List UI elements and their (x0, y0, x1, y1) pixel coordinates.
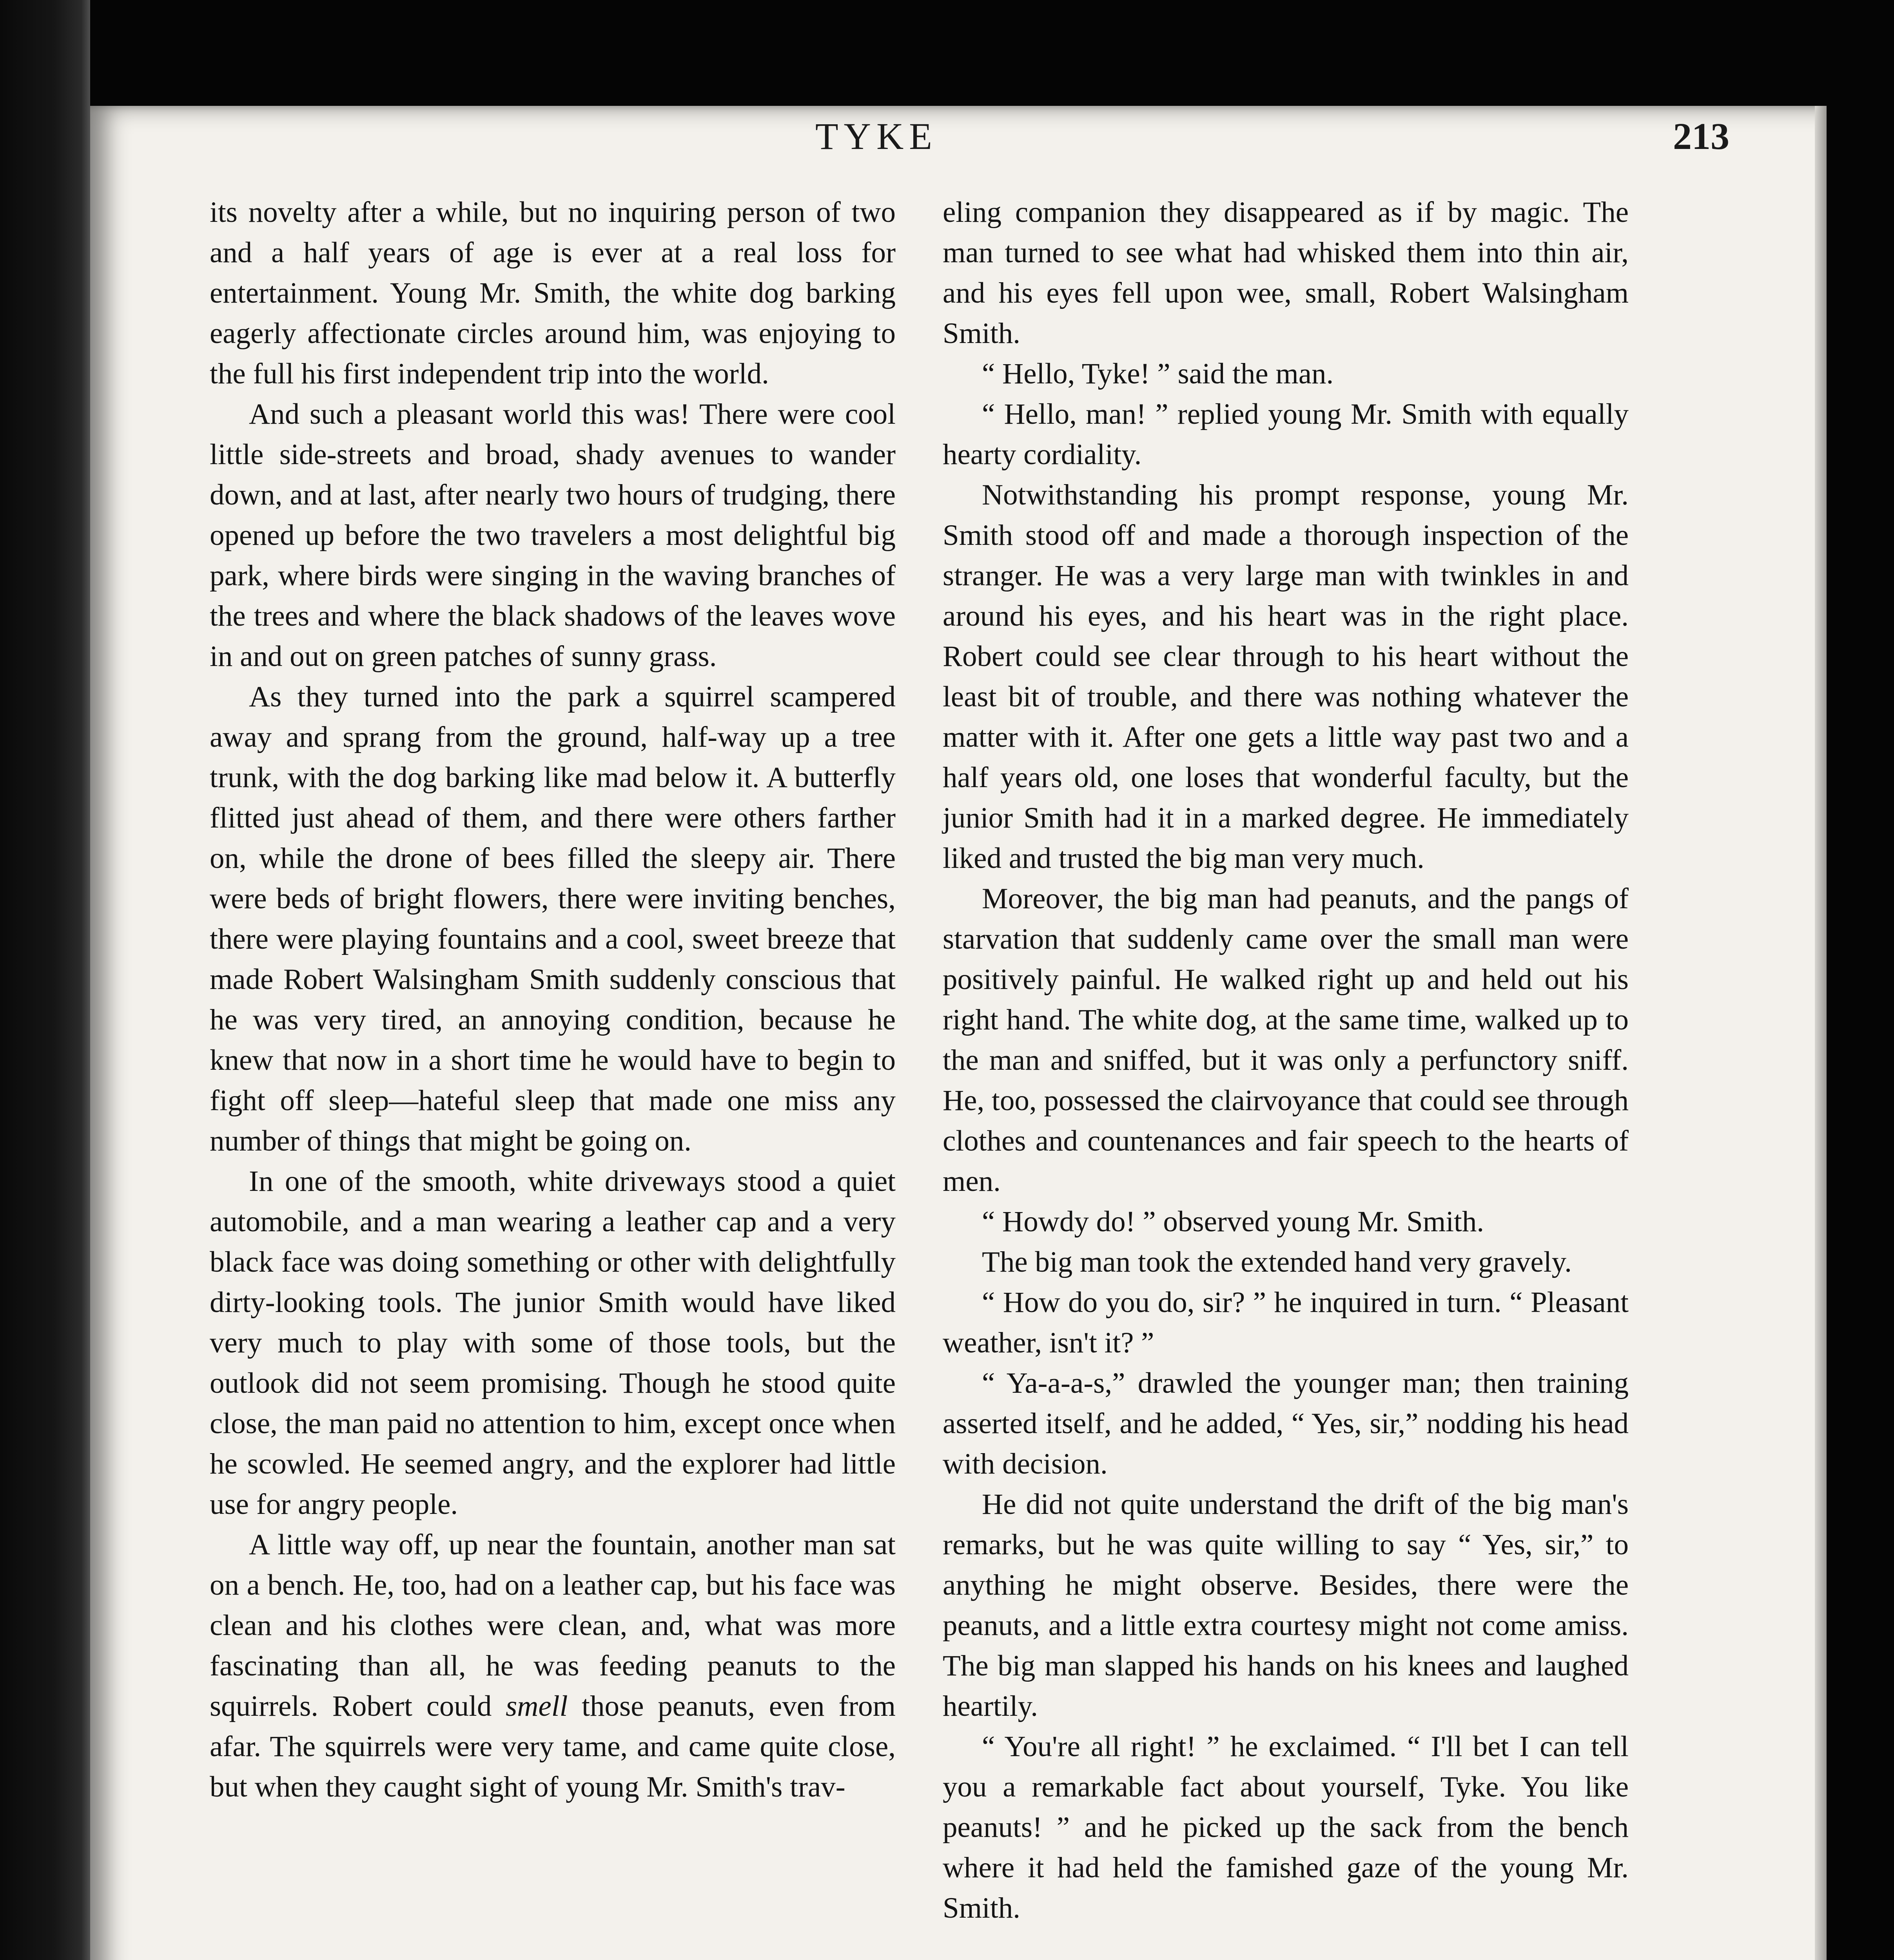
paragraph: “ Hello, Tyke! ” said the man. (982, 358, 1334, 390)
book-binding-shadow (0, 0, 90, 1960)
paragraph-text: A little way off, up near the fountain, another man sat on a bench. He, too, had on a leather cap, but his face was clean and his clothes were clean, and, what was more fascinating than all, he was feeding peanuts to the squirrels. Robert could (210, 1528, 896, 1722)
paragraph: its novelty after a while, but no inquiring person of two and a half years of age is ever at a real loss for entertainment. Young Mr. Smith, the white dog barking eagerly affectionate circles around him, was enjoying to the full his first independent trip into the world. (210, 196, 896, 390)
italic-word: smell (506, 1690, 568, 1722)
paragraph: “ Hello, man! ” replied young Mr. Smith with equally hearty cordiality. (943, 398, 1629, 471)
paragraph: Notwithstanding his prompt response, young Mr. Smith stood off and made a thorough inspection of the stranger. He was a very large man with twinkles in and around his eyes, and his heart was in the right place. Robert could see clear through to his heart without the least bit of trouble, and there was nothing whatever the matter with it. After one gets a little way past two and a half years old, one loses that wonderful faculty, but the junior Smith had it in a marked degree. He immediately liked and trusted the big man very much. (943, 479, 1629, 875)
paragraph: “ Ya-a-a-s,” drawled the younger man; then training asserted itself, and he added, “ Yes, sir,” nodding his head with decision. (943, 1367, 1629, 1480)
paragraph: “ You're all right! ” he exclaimed. “ I'll bet I can tell you a remarkable fact about yourself, Tyke. You like peanuts! ” and he picked up the sack from the bench where it had held the famished gaze of the young Mr. Smith. (943, 1730, 1629, 1924)
page-number: 213 (1673, 115, 1729, 157)
left-column (210, 192, 896, 1807)
paragraph (210, 1524, 896, 1807)
paragraph: The big man took the extended hand very gravely. (982, 1246, 1572, 1278)
right-column (943, 192, 1629, 1928)
paragraph: “ Howdy do! ” observed young Mr. Smith. (982, 1205, 1484, 1238)
paragraph-text: those peanuts, even from afar. The squirrels were very tame, and came quite close, but when they caught sight of young Mr. Smith's trav- (210, 1690, 896, 1803)
paragraph: “ How do you do, sir? ” he inquired in turn. “ Pleasant weather, isn't it? ” (943, 1286, 1629, 1359)
paragraph: Moreover, the big man had peanuts, and the pangs of starvation that suddenly came over the small man were positively painful. He walked right up and held out his right hand. The white dog, at the same time, walked up to the man and sniffed, but it was only a perfunctory sniff. He, too, possessed the clairvoyance that could see through clothes and countenances and fair speech to the hearts of men. (943, 882, 1629, 1198)
paragraph: He did not quite understand the drift of the big man's remarks, but he was quite willing to say “ Yes, sir,” to anything he might observe. Besides, there were the peanuts, and a little extra courtesy might not come amiss. The big man slapped his hands on his knees and laughed heartily. (943, 1488, 1629, 1722)
paragraph: eling companion they disappeared as if by magic. The man turned to see what had whisked them into thin air, and his eyes fell upon wee, small, Robert Walsingham Smith. (943, 196, 1629, 350)
running-title: TYKE (815, 115, 938, 157)
page-edge (1815, 106, 1827, 1960)
running-head (0, 114, 1894, 169)
paragraph: And such a pleasant world this was! There were cool little side-streets and broad, shady avenues to wander down, and at last, after nearly two hours of trudging, there opened up before the two travelers a most delightful big park, where birds were singing in the waving branches of the trees and where the black shadows of the leaves wove in and out on green patches of sunny grass. (210, 398, 896, 673)
paragraph: In one of the smooth, white driveways stood a quiet automobile, and a man wearing a leather cap and a very black face was doing something or other with delightfully dirty-looking tools. The junior Smith would have liked very much to play with some of those tools, but the outlook did not seem promising. Though he stood quite close, the man paid no attention to him, except once when he scowled. He seemed angry, and the explorer had little use for angry people. (210, 1165, 896, 1521)
paragraph: As they turned into the park a squirrel scampered away and sprang from the ground, half-way up a tree trunk, with the dog barking like mad below it. A butterfly flitted just ahead of them, and there were others farther on, while the drone of bees filled the sleepy air. There were beds of bright flowers, there were inviting benches, there were playing fountains and a cool, sweet breeze that made Robert Walsingham Smith suddenly conscious that he was very tired, an annoying condition, because he knew that now in a short time he would have to begin to fight off sleep—hateful sleep that made one miss any number of things that might be going on. (210, 681, 896, 1157)
